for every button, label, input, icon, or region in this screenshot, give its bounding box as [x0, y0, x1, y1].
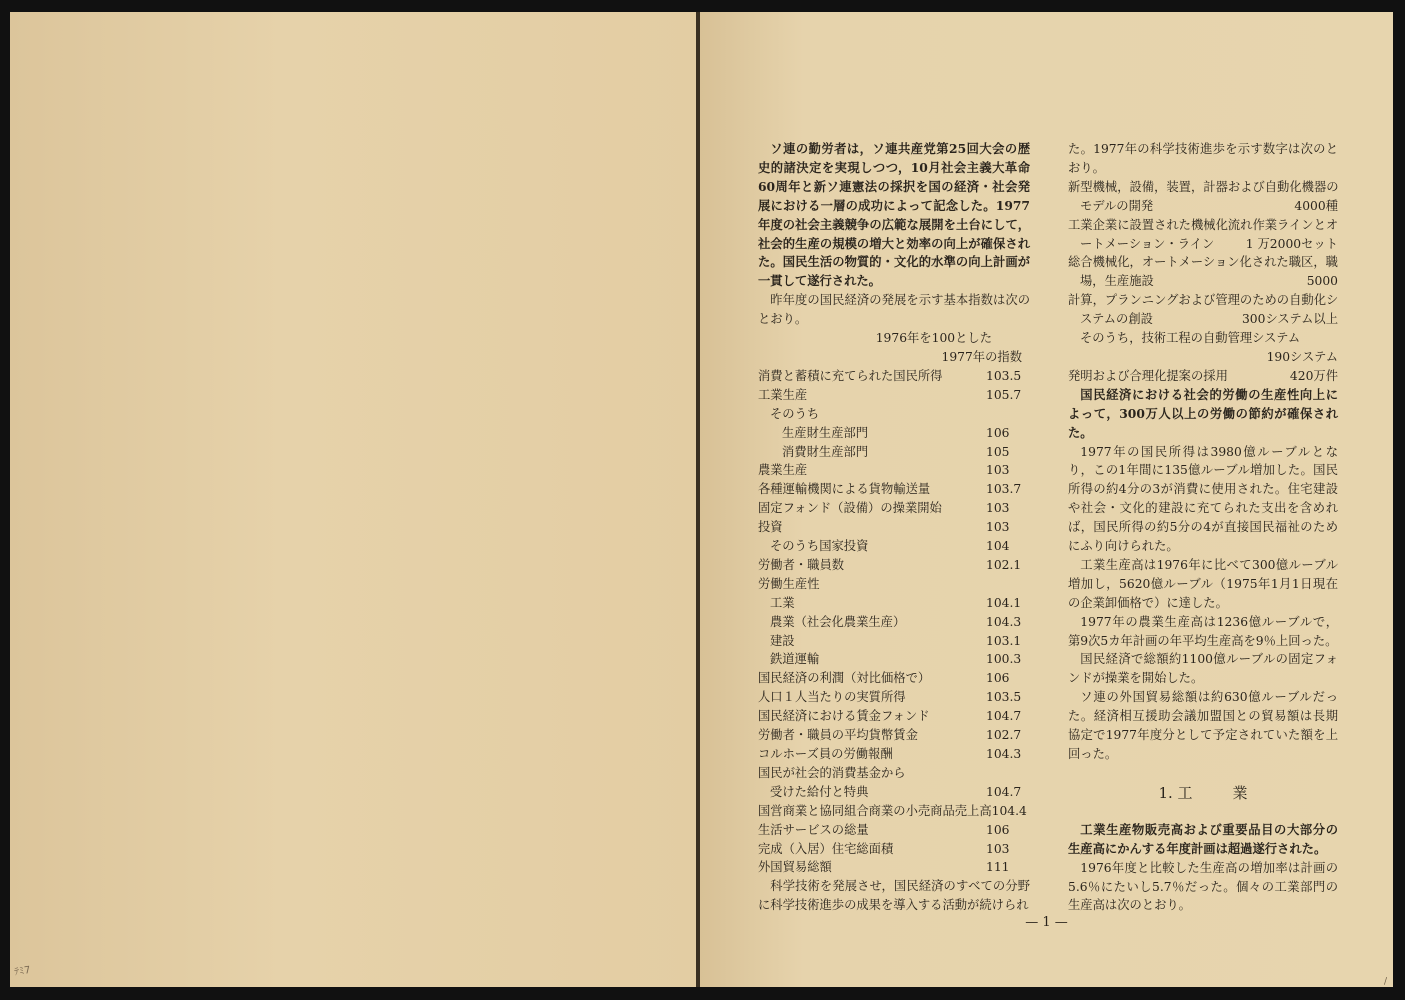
- page-number: — 1 —: [1025, 915, 1068, 930]
- index-value: 103: [986, 520, 1010, 535]
- index-row: [758, 650, 1030, 669]
- index-label: そのうち: [770, 406, 820, 421]
- index-value: 100.3: [986, 652, 1022, 667]
- index-value: 103: [986, 501, 1010, 516]
- index-value: 105: [986, 444, 1010, 459]
- tech-row: [1068, 235, 1338, 254]
- index-value: 103.5: [986, 368, 1022, 383]
- tech-row: [1068, 178, 1338, 197]
- index-row: [758, 821, 1030, 840]
- tech-value: 190システム: [1266, 349, 1338, 364]
- index-value: 102.7: [986, 728, 1022, 743]
- tech-row: [1068, 253, 1338, 272]
- tech-value: 420万件: [1289, 368, 1338, 383]
- index-row: [758, 802, 1030, 821]
- section-char-2: 業: [1232, 783, 1248, 802]
- index-value: 103: [986, 463, 1010, 478]
- index-value: 106: [986, 671, 1010, 686]
- index-row: [758, 575, 1030, 594]
- index-value: 104.7: [986, 709, 1022, 724]
- tech-label: ステムの創設: [1080, 312, 1153, 327]
- index-row: [758, 764, 1030, 783]
- index-label: 労働者・職員数: [758, 557, 845, 572]
- agri-output-paragraph: 1977年の農業生産高は1236億ルーブルで，第9次5カ年計画の年平均生産高を9％上回った。: [1068, 614, 1338, 648]
- index-label: 国営商業と協同組合商業の小売商品売上高: [758, 803, 992, 818]
- tech-label: 総合機械化，オートメーション化された職区，職: [1068, 255, 1338, 270]
- index-label: 農業生産: [758, 463, 808, 478]
- index-row: [758, 594, 1030, 613]
- index-row: [758, 688, 1030, 707]
- index-value: 104.7: [986, 784, 1022, 799]
- index-label: 消費財生産部門: [782, 444, 869, 459]
- index-row: [758, 669, 1030, 688]
- index-value: 106: [986, 425, 1010, 440]
- tech-row: [1068, 367, 1338, 386]
- index-heading-2: 1977年の指数: [941, 349, 1022, 364]
- index-value: 103: [986, 841, 1010, 856]
- index-row: [758, 367, 1030, 386]
- section-number: 1.: [1158, 783, 1173, 802]
- pencil-note: ﾃﾐ7: [13, 964, 32, 979]
- tech-row: [1068, 310, 1338, 329]
- index-row: [758, 461, 1030, 480]
- tech-row: [1068, 272, 1338, 291]
- tech-label: 計算，プランニングおよび管理のための自動化シ: [1068, 293, 1339, 308]
- tech-list: [1068, 178, 1338, 386]
- tech-label: 工業企業に設置された機械化流れ作業ラインとオ: [1068, 217, 1339, 232]
- tech-row: [1068, 197, 1338, 216]
- index-row: [758, 707, 1030, 726]
- index-value: 103.1: [986, 633, 1022, 648]
- growth-rate-paragraph: 1976年度と比較した生産高の増加率は計画の5.6％にたいし5.7％だった。個々の工業部門の生産高は次のとおり。: [1068, 860, 1338, 913]
- tech-row: [1068, 291, 1338, 310]
- index-value: 106: [986, 822, 1010, 837]
- index-label: 工業生産: [758, 387, 808, 402]
- index-label: 完成（入居）住宅総面積: [758, 841, 894, 856]
- index-label: 工業: [770, 595, 795, 610]
- index-label: 消費と蓄積に充てられた国民所得: [758, 368, 943, 383]
- index-value: 102.1: [986, 557, 1022, 572]
- column-left: [758, 140, 1030, 915]
- index-row: [758, 386, 1030, 405]
- index-row: [758, 556, 1030, 575]
- index-label: 労働者・職員の平均貨幣賃金: [758, 728, 918, 743]
- left-page-blank: [10, 12, 696, 987]
- index-label: 国民経済の利潤（対比価格で）: [758, 671, 931, 686]
- industrial-output-paragraph: 工業生産高は1976年に比べて300億ルーブル増加し，5620億ルーブル（1975年1月1日現在の企業卸価格で）に達した。: [1068, 557, 1338, 610]
- tech-label: そのうち，技術工程の自動管理システム: [1080, 331, 1301, 346]
- index-row: [758, 424, 1030, 443]
- index-value: 103.5: [986, 690, 1022, 705]
- industry-plan-paragraph: 工業生産物販売高および重要品目の大部分の生産高にかんする年度計画は超過遂行された。: [1068, 821, 1338, 856]
- index-label: 鉄道運輸: [770, 652, 820, 667]
- labor-paragraph: 国民経済における社会的労働の生産性向上によって，300万人以上の労働の節約が確保された。: [1068, 386, 1338, 440]
- index-value: [986, 764, 1030, 783]
- index-row: [758, 613, 1030, 632]
- index-row: [758, 518, 1030, 537]
- tech-value: 4000種: [1294, 198, 1338, 213]
- index-label: 生活サービスの総量: [758, 822, 869, 837]
- index-value: [986, 575, 1030, 594]
- lead-paragraph: 昨年度の国民経済の発展を示す基本指数は次のとおり。: [758, 293, 1030, 327]
- tech-row: [1068, 329, 1338, 348]
- index-row: [758, 499, 1030, 518]
- national-income-paragraph: 1977年の国民所得は3980億ルーブルとなり，この1年間に135億ルーブル増加した。国民所得の約4分の3が消費に使用された。住宅建設や社会・文化的建設に充てられた支出を含めれば，国民所得の約5分の4が直接国民福祉のためにふり向けられた。: [1068, 444, 1338, 554]
- tech-label: 発明および合理化提案の採用: [1068, 368, 1228, 383]
- index-row: [758, 840, 1030, 859]
- index-label: 労働生産性: [758, 576, 820, 591]
- index-row: [758, 405, 1030, 424]
- index-table: [758, 367, 1030, 877]
- index-label: 生産財生産部門: [782, 425, 869, 440]
- index-label: 投資: [758, 520, 783, 535]
- section-char-1: 工: [1177, 783, 1193, 802]
- intro-paragraph: ソ連の勤労者は，ソ連共産党第25回大会の歴史的諸決定を実現しつつ，10月社会主義大革命60周年と新ソ連憲法の採択を国の経済・社会発展における一層の成功によって記念した。1977年度の社会主義競争の広範な展開を土台にして，社会的生産の規模の増大と効率の向上が確保された。国民生活の物質的・文化的水準の向上計画が一貫して遂行された。: [758, 141, 1030, 289]
- index-row: [758, 443, 1030, 462]
- tech-row: [1068, 348, 1338, 367]
- index-label: そのうち国家投資: [770, 539, 869, 554]
- index-label: 受けた給付と特典: [770, 784, 869, 799]
- edge-mark: /: [1383, 977, 1387, 987]
- trade-paragraph: ソ連の外国貿易総額は約630億ルーブルだった。経済相互援助会議加盟国との貿易額は長期協定で1977年度分として予定されていた額を上回った。: [1068, 690, 1338, 761]
- tail-paragraph: 科学技術を発展させ，国民経済のすべての分野に科学技術進歩の成果を導入する活動が続けられ: [758, 879, 1030, 913]
- index-row: [758, 745, 1030, 764]
- index-label: コルホーズ員の労働報酬: [758, 747, 893, 761]
- tech-value: 1 万2000セット: [1245, 236, 1338, 251]
- index-label: 建設: [770, 633, 795, 648]
- right-page: [700, 12, 1393, 987]
- index-label: 農業（社会化農業生産）: [770, 614, 906, 629]
- index-value: 104.4: [991, 803, 1027, 818]
- index-row: [758, 726, 1030, 745]
- continuation-paragraph: た。1977年の科学技術進歩を示す数字は次のとおり。: [1068, 142, 1338, 175]
- index-value: 104.3: [986, 747, 1022, 761]
- fixed-fund-paragraph: 国民経済で総額約1100億ルーブルの固定フォンドが操業を開始した。: [1068, 652, 1338, 686]
- tech-label: 新型機械，設備，装置，計器および自動化機器の: [1068, 179, 1339, 194]
- tech-label: ートメーション・ライン: [1080, 236, 1215, 251]
- index-value: [986, 405, 1030, 424]
- index-value: 105.7: [986, 387, 1022, 402]
- index-label: 国民経済における賃金フォンド: [758, 709, 930, 724]
- index-label: 国民が社会的消費基金から: [758, 765, 906, 780]
- index-row: [758, 537, 1030, 556]
- index-row: [758, 783, 1030, 802]
- index-row: [758, 858, 1030, 877]
- tech-value: 300システム以上: [1241, 312, 1338, 327]
- index-value: 111: [986, 860, 1010, 875]
- tech-row: [1068, 216, 1338, 235]
- section-title: [1068, 784, 1338, 803]
- index-row: [758, 480, 1030, 499]
- index-heading-1: 1976年を100とした: [875, 331, 992, 346]
- index-value: 104: [986, 539, 1010, 554]
- index-value: 103.7: [986, 482, 1022, 497]
- index-value: 104.1: [986, 595, 1022, 610]
- index-label: 固定フォンド（設備）の操業開始: [758, 501, 942, 516]
- index-label: 人口１人当たりの実質所得: [758, 690, 906, 705]
- tech-label: 場，生産施設: [1080, 274, 1154, 289]
- index-label: 外国貿易総額: [758, 860, 832, 875]
- tech-value: 5000: [1306, 274, 1338, 289]
- column-right: [1068, 140, 1338, 915]
- index-label: 各種運輸機関による貨物輸送量: [758, 482, 931, 497]
- index-value: 104.3: [986, 614, 1022, 629]
- tech-label: モデルの開発: [1080, 198, 1154, 213]
- index-row: [758, 632, 1030, 651]
